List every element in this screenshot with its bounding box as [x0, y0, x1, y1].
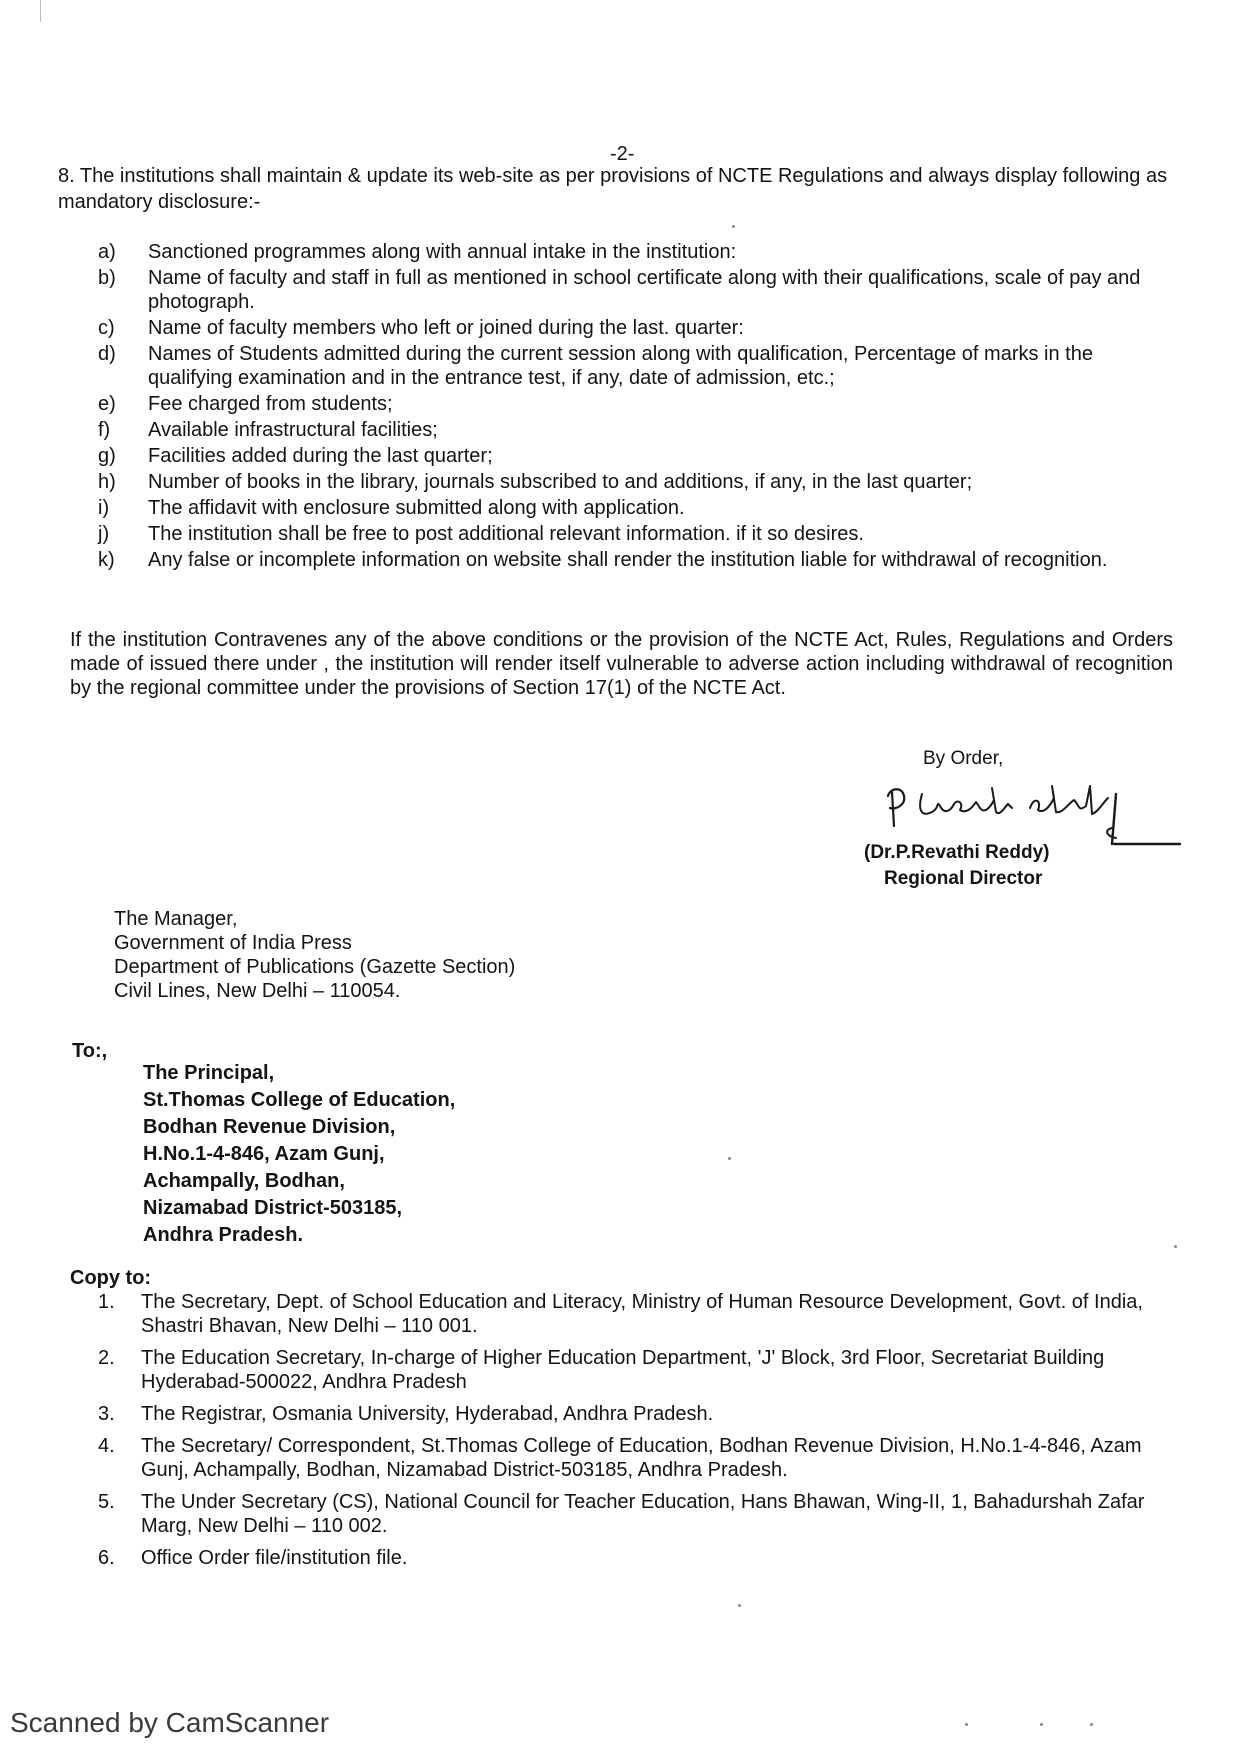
address-line: Government of India Press — [114, 932, 352, 954]
copy-to-list — [98, 1290, 1175, 1578]
scan-speck — [1174, 1245, 1177, 1248]
item-text: Fee charged from students; — [148, 393, 393, 415]
address-line: Bodhan Revenue Division, — [143, 1116, 396, 1138]
intro-paragraph: 8. The institutions shall maintain & update its web-site as per provisions of NCTE Regulations and always display following as mandatory disclosure:- — [58, 165, 1168, 213]
to-label: To:, — [72, 1040, 108, 1062]
item-text: The institution shall be free to post additional relevant information. if it so desires. — [148, 523, 864, 545]
item-text: Any false or incomplete information on website shall render the institution liable for withdrawal of recognition. — [148, 549, 1108, 571]
item-text: Name of faculty and staff in full as mentioned in school certificate along with their qualifications, scale of pay and photograph. — [148, 267, 1141, 313]
item-text: Name of faculty members who left or joined during the last. quarter: — [148, 317, 744, 339]
item-marker: d) — [98, 343, 116, 365]
address-line: The Principal, — [143, 1062, 275, 1084]
disclosure-item — [98, 418, 1173, 442]
item-text: Sanctioned programmes along with annual intake in the institution: — [148, 241, 737, 263]
signatory-title: Regional Director — [884, 868, 1043, 889]
contravention-paragraph: If the institution Contravenes any of the above conditions or the provision of the NCTE Act, Rules, Regulations and Orders made of issued there under , the institution will render itself vulnerable to adverse action including withdrawal of recognition by the regional committee under the provisions of Section 17(1) of the NCTE Act. — [70, 629, 1173, 699]
item-marker: j) — [98, 523, 110, 545]
item-text: Names of Students admitted during the current session along with qualification, Percentage of marks in the qualifying examination and in the entrance test, if any, date of admission, etc.; — [148, 343, 1093, 389]
copy-number: 5. — [98, 1491, 115, 1513]
copy-to-label: Copy to: — [70, 1267, 152, 1289]
copy-number: 1. — [98, 1291, 115, 1313]
scanner-footer: Scanned by CamScanner — [10, 1707, 330, 1738]
scan-speck — [1090, 1723, 1093, 1726]
by-order-label: By Order, — [923, 748, 1004, 769]
copy-number: 6. — [98, 1547, 115, 1569]
item-marker: c) — [98, 317, 115, 339]
disclosure-item — [98, 496, 1173, 520]
scan-speck — [738, 1604, 741, 1607]
item-marker: i) — [98, 497, 110, 519]
address-line: Civil Lines, New Delhi – 110054. — [114, 980, 401, 1002]
scan-speck — [965, 1723, 968, 1726]
copy-text: The Secretary, Dept. of School Education and Literacy, Ministry of Human Resource Development, Govt. of India, Shastri Bhavan, New Delhi – 110 001. — [141, 1291, 1143, 1337]
address-line: Andhra Pradesh. — [143, 1224, 304, 1246]
item-marker: b) — [98, 267, 116, 289]
disclosure-item — [98, 342, 1173, 390]
copy-text: The Education Secretary, In-charge of Higher Education Department, 'J' Block, 3rd Floor, Secretariat Building Hyderabad-500022, Andhra Pradesh — [141, 1347, 1105, 1393]
mandatory-disclosure-list — [98, 240, 1173, 574]
item-text: The affidavit with enclosure submitted along with application. — [148, 497, 685, 519]
signatory-name: (Dr.P.Revathi Reddy) — [864, 842, 1050, 863]
scan-edge-mark — [40, 0, 41, 22]
page-number: -2- — [610, 143, 635, 165]
item-text: Number of books in the library, journals subscribed to and additions, if any, in the last quarter; — [148, 471, 973, 493]
address-line: St.Thomas College of Education, — [143, 1089, 456, 1111]
address-line: Nizamabad District-503185, — [143, 1197, 403, 1219]
address-line: H.No.1-4-846, Azam Gunj, — [143, 1143, 385, 1165]
scan-speck — [732, 225, 735, 228]
copy-number: 4. — [98, 1435, 115, 1457]
copy-item — [98, 1546, 1175, 1570]
address-line: Achampally, Bodhan, — [143, 1170, 345, 1192]
copy-number: 3. — [98, 1403, 115, 1425]
manager-address — [114, 907, 515, 1003]
copy-item — [98, 1434, 1175, 1482]
copy-text: The Under Secretary (CS), National Council for Teacher Education, Hans Bhawan, Wing-II, 1, Bahadurshah Zafar Marg, New Delhi – 110 002. — [141, 1491, 1145, 1537]
handwritten-signature — [880, 778, 1200, 848]
disclosure-item — [98, 240, 1173, 264]
copy-text: The Registrar, Osmania University, Hyderabad, Andhra Pradesh. — [141, 1403, 714, 1425]
item-marker: e) — [98, 393, 116, 415]
copy-text: The Secretary/ Correspondent, St.Thomas College of Education, Bodhan Revenue Division, H.No.1-4-846, Azam Gunj, Achampally, Bodhan, Nizamabad District-503185, Andhra Pradesh. — [141, 1435, 1142, 1481]
disclosure-item — [98, 316, 1173, 340]
disclosure-item — [98, 266, 1173, 314]
item-marker: g) — [98, 445, 116, 467]
item-marker: f) — [98, 419, 111, 441]
item-text: Facilities added during the last quarter; — [148, 445, 493, 467]
item-marker: k) — [98, 549, 115, 571]
disclosure-item — [98, 392, 1173, 416]
disclosure-item — [98, 444, 1173, 468]
copy-number: 2. — [98, 1347, 115, 1369]
address-line: Department of Publications (Gazette Section) — [114, 956, 516, 978]
copy-item — [98, 1402, 1175, 1426]
disclosure-item — [98, 522, 1173, 546]
scan-speck — [728, 1157, 731, 1160]
item-marker: a) — [98, 241, 116, 263]
disclosure-item — [98, 548, 1173, 572]
item-marker: h) — [98, 471, 116, 493]
disclosure-item — [98, 470, 1173, 494]
address-line: The Manager, — [114, 908, 238, 930]
copy-item — [98, 1290, 1175, 1338]
copy-item — [98, 1490, 1175, 1538]
scan-speck — [1040, 1723, 1043, 1726]
copy-text: Office Order file/institution file. — [141, 1547, 408, 1569]
item-text: Available infrastructural facilities; — [148, 419, 438, 441]
copy-item — [98, 1346, 1175, 1394]
principal-address — [143, 1060, 455, 1249]
